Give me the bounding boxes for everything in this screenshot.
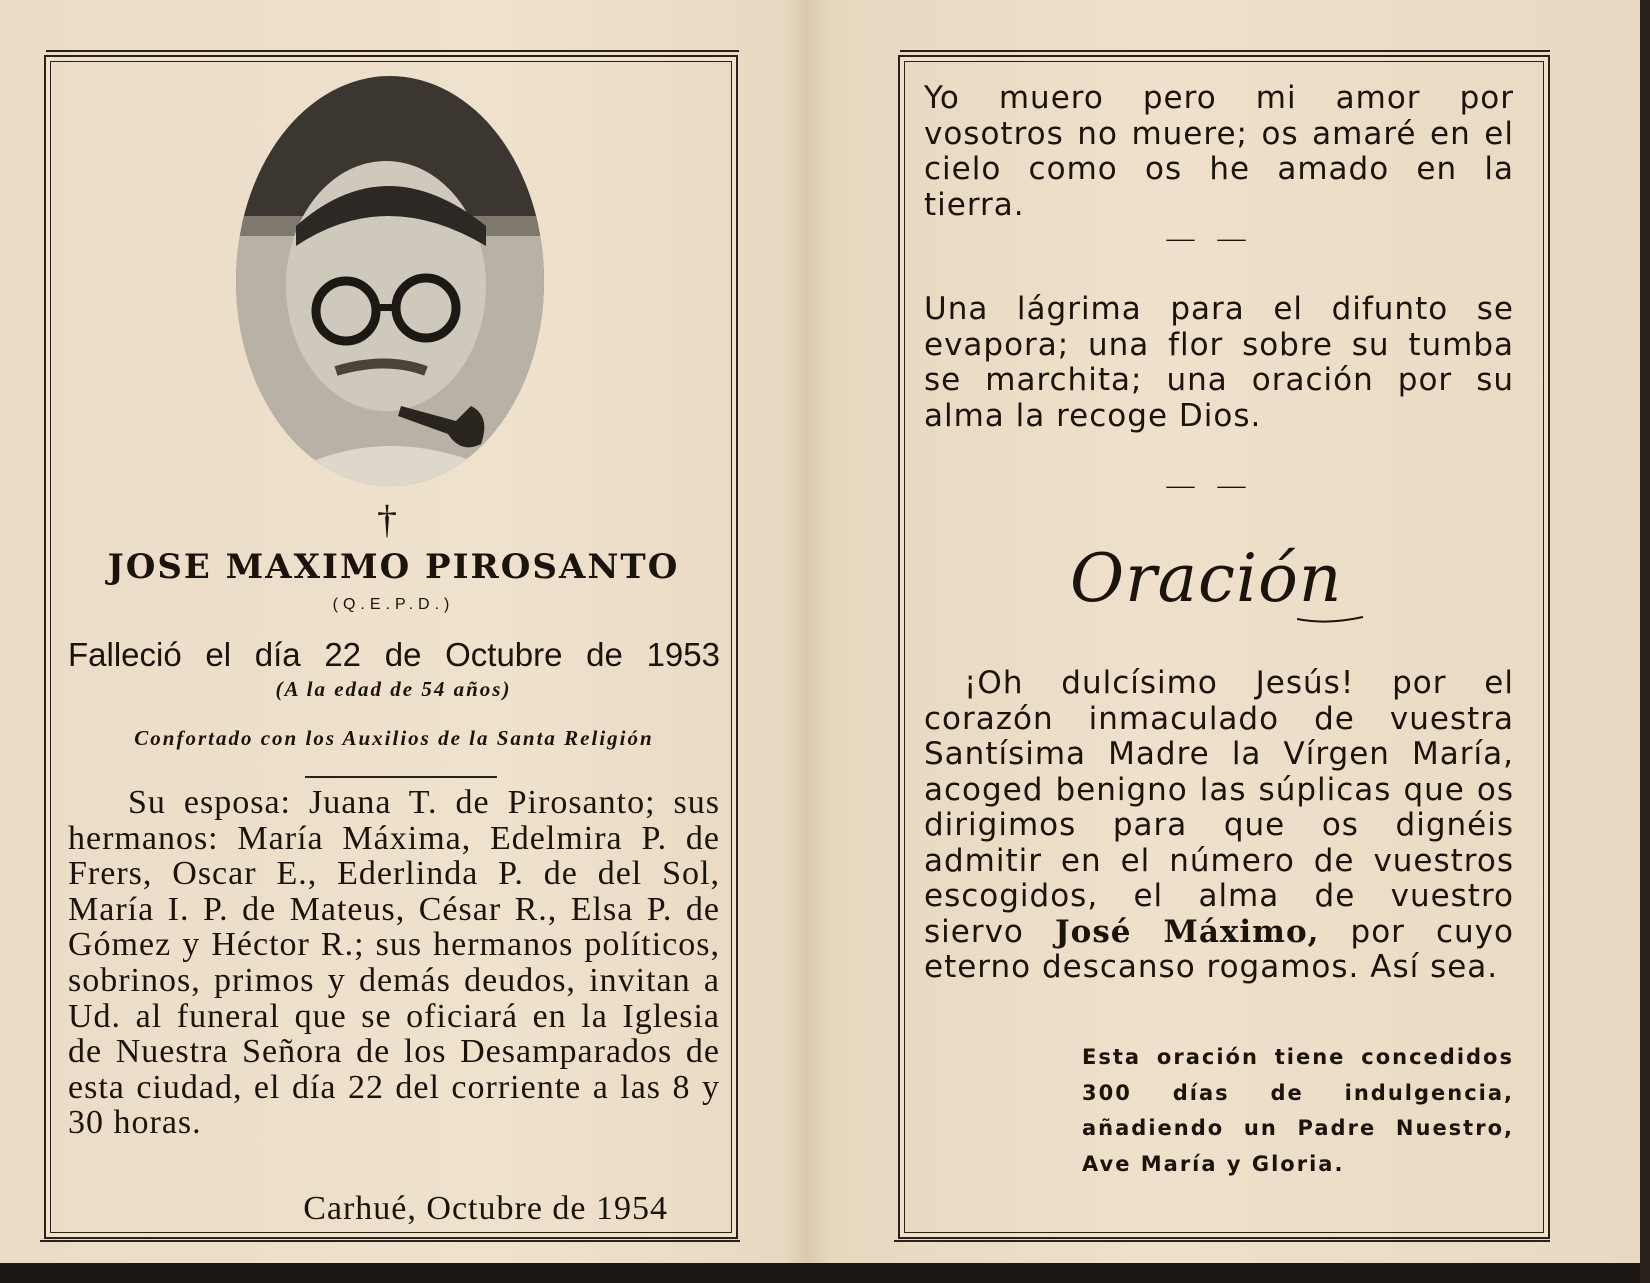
- prayer-title: Oración: [1070, 540, 1343, 617]
- death-date-line: Falleció el día 22 de Octubre de 1953: [68, 636, 720, 673]
- top-rule-right: [900, 50, 1550, 52]
- separator-dashes: — —: [1166, 223, 1254, 254]
- cross-icon: †: [377, 497, 397, 542]
- separator-dashes: — —: [1166, 470, 1254, 501]
- prayer-text: [924, 666, 1514, 986]
- funeral-invitation-text: [68, 785, 720, 1141]
- age-line: (A la edad de 54 años): [275, 677, 512, 701]
- deceased-portrait: [236, 76, 544, 486]
- religious-comfort-line: Confortado con los Auxilios de la Santa Religión: [134, 726, 654, 750]
- bottom-rule-right: [894, 1240, 1550, 1242]
- place-date: Carhué, Octubre de 1954: [303, 1190, 668, 1227]
- scan-right-edge: [1640, 0, 1650, 1283]
- prayer-text-start: ¡Oh dulcísimo Jesús! por el corazón inmaculado de vuestra Santísima Madre la Vírgen María, acoged benigno las súplicas que os dirigimos para que os dignéis admitir en el número de vuestros escogidos, el alma de vuestro siervo: [924, 665, 1514, 950]
- scan-bottom-edge: [0, 1263, 1650, 1283]
- family-text-content: Su esposa: Juana T. de Pirosanto; sus hermanos: María Máxima, Edelmira P. de Frers, Oscar E., Ederlinda P. de del Sol, María I. P. de Mateus, César R., Elsa P. de Gómez y Héctor R.; sus hermanos políticos, sobrinos, primos y demás deudos, invitan a Ud. al funeral que se oficiará en la Iglesia de Nuestra Señora de los Desamparados de esta ciudad, el día 22 del corriente a las 8 y 30 horas.: [68, 784, 720, 1142]
- prayer-deceased-name: José Máximo,: [1054, 913, 1320, 950]
- top-rule-left: [46, 50, 739, 52]
- deceased-name: JOSE MAXIMO PIROSANTO: [107, 547, 680, 587]
- fold-crease: [782, 0, 832, 1283]
- quote-tear: Una lágrima para el difunto se evapora; una flor sobre su tumba se marchita; una oración por su alma la recoge Dios.: [924, 291, 1514, 434]
- qepd-label: (Q.E.P.D.): [332, 596, 455, 613]
- section-divider: [305, 776, 497, 778]
- bottom-rule-left: [40, 1240, 740, 1242]
- prayer-text-end: por cuyo eterno descanso rogamos. Así sea.: [924, 913, 1514, 985]
- quote-love: Yo muero pero mi amor por vosotros no muere; os amaré en el cielo como os he amado en la tierra.: [924, 80, 1514, 223]
- indulgence-note: Esta oración tiene concedidos 300 días de indulgencia, añadiendo un Padre Nuestro, Ave María y Gloria.: [1082, 1045, 1514, 1176]
- title-flourish: [1297, 611, 1363, 625]
- portrait-image: [236, 76, 544, 486]
